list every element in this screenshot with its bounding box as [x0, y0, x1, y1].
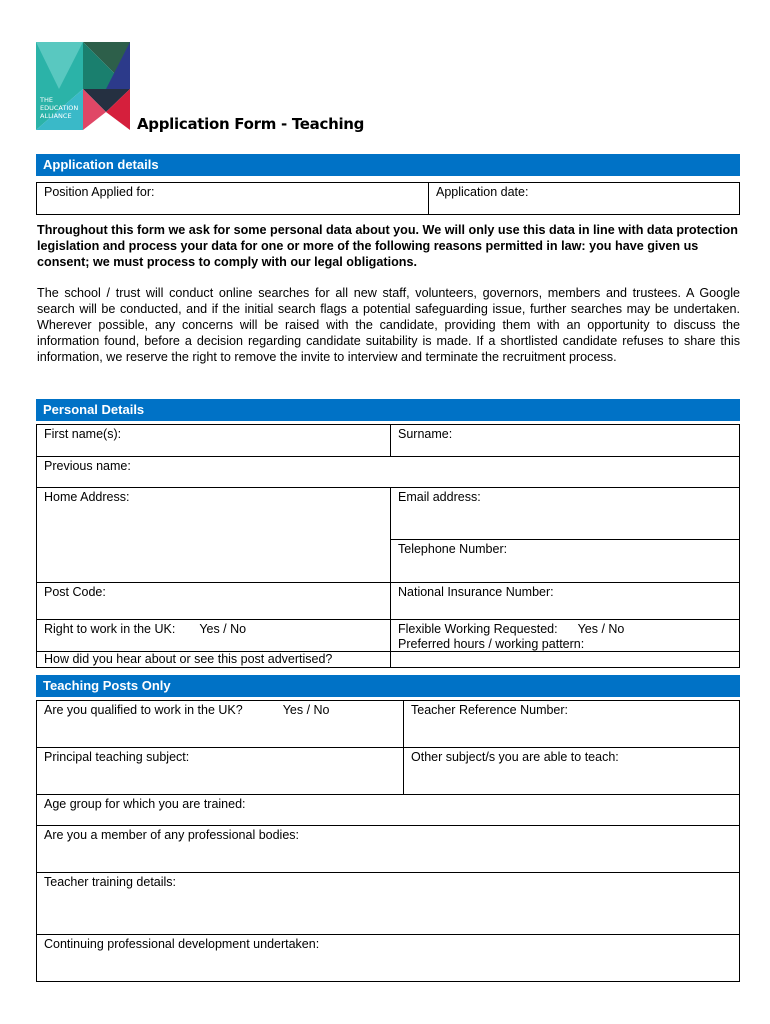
consent-paragraph: Throughout this form we ask for some personal data about you. We will only use this data in line with data protection legislation and process your data for one or more of the following reasons permitted in law: you have given us consent; we must process to comply with our legal obligations.: [37, 223, 738, 269]
flexible-working-options[interactable]: Yes / No: [577, 622, 625, 636]
logo-text-2: EDUCATION: [40, 104, 79, 112]
principal-subject-field[interactable]: [36, 747, 404, 795]
previous-name-label: Previous name:: [44, 459, 131, 473]
other-subjects-label: Other subject/s you are able to teach:: [411, 750, 619, 764]
professional-bodies-label: Are you a member of any professional bodies:: [44, 828, 299, 842]
flexible-working-label: Flexible Working Requested:: [398, 622, 558, 636]
surname-field[interactable]: [390, 424, 740, 457]
telephone-field[interactable]: [390, 539, 740, 583]
first-name-label: First name(s):: [44, 427, 122, 441]
right-to-work-field[interactable]: [36, 619, 391, 652]
email-field[interactable]: [390, 487, 740, 540]
teacher-training-label: Teacher training details:: [44, 875, 177, 889]
logo-text-1: THE: [40, 96, 53, 104]
application-date-field[interactable]: [428, 182, 740, 215]
position-label: Position Applied for:: [44, 185, 155, 199]
qualified-uk-label: Are you qualified to work in the UK?: [44, 703, 243, 717]
education-alliance-logo: [36, 42, 130, 130]
right-to-work-label: Right to work in the UK:: [44, 622, 176, 636]
right-to-work-options[interactable]: Yes / No: [199, 622, 247, 636]
flexible-working-field[interactable]: [390, 619, 740, 652]
qualified-uk-field[interactable]: [36, 700, 404, 748]
professional-bodies-field[interactable]: [36, 825, 740, 873]
position-applied-field[interactable]: [36, 182, 429, 215]
ni-number-label: National Insurance Number:: [398, 585, 554, 599]
teacher-reference-label: Teacher Reference Number:: [411, 703, 569, 717]
post-code-field[interactable]: [36, 582, 391, 620]
application-date-label: Application date:: [436, 185, 529, 199]
other-subjects-field[interactable]: [403, 747, 740, 795]
section-header-teaching: Teaching Posts Only: [36, 675, 740, 697]
preferred-hours-label: Preferred hours / working pattern:: [398, 637, 585, 651]
first-name-field[interactable]: [36, 424, 391, 457]
post-code-label: Post Code:: [44, 585, 106, 599]
cpd-label: Continuing professional development undertaken:: [44, 937, 320, 951]
previous-name-field[interactable]: [36, 456, 740, 488]
age-group-field[interactable]: [36, 794, 740, 826]
age-group-label: Age group for which you are trained:: [44, 797, 246, 811]
heard-about-answer[interactable]: [390, 651, 740, 668]
email-label: Email address:: [398, 490, 481, 504]
home-address-field[interactable]: [36, 487, 391, 583]
teacher-reference-field[interactable]: [403, 700, 740, 748]
section-header-application: Application details: [36, 154, 740, 176]
cpd-field[interactable]: [36, 934, 740, 982]
logo-text-3: ALLIANCE: [40, 112, 72, 120]
logo-graphic: [36, 42, 130, 130]
form-title: Application Form - Teaching: [137, 115, 365, 133]
teacher-training-field[interactable]: [36, 872, 740, 935]
heard-about-field[interactable]: [36, 651, 391, 668]
heard-about-label: How did you hear about or see this post advertised?: [44, 652, 333, 666]
principal-subject-label: Principal teaching subject:: [44, 750, 190, 764]
ni-number-field[interactable]: [390, 582, 740, 620]
online-search-paragraph: The school / trust will conduct online searches for all new staff, volunteers, governors, members and trustees. A Google search will be conducted, and if the initial search flags a potential safeguarding issue, further searches may be undertaken. Wherever possible, any concerns will be raised with the candidate, providing them with an opportunity to discuss the information found, before a decision regarding candidate suitability is made. If a shortlisted candidate refuses to share this information, we reserve the right to remove the invite to interview and terminate the recruitment process.: [37, 286, 740, 364]
home-address-label: Home Address:: [44, 490, 130, 504]
telephone-label: Telephone Number:: [398, 542, 508, 556]
qualified-uk-options[interactable]: Yes / No: [282, 703, 330, 717]
section-header-personal: Personal Details: [36, 399, 740, 421]
surname-label: Surname:: [398, 427, 453, 441]
